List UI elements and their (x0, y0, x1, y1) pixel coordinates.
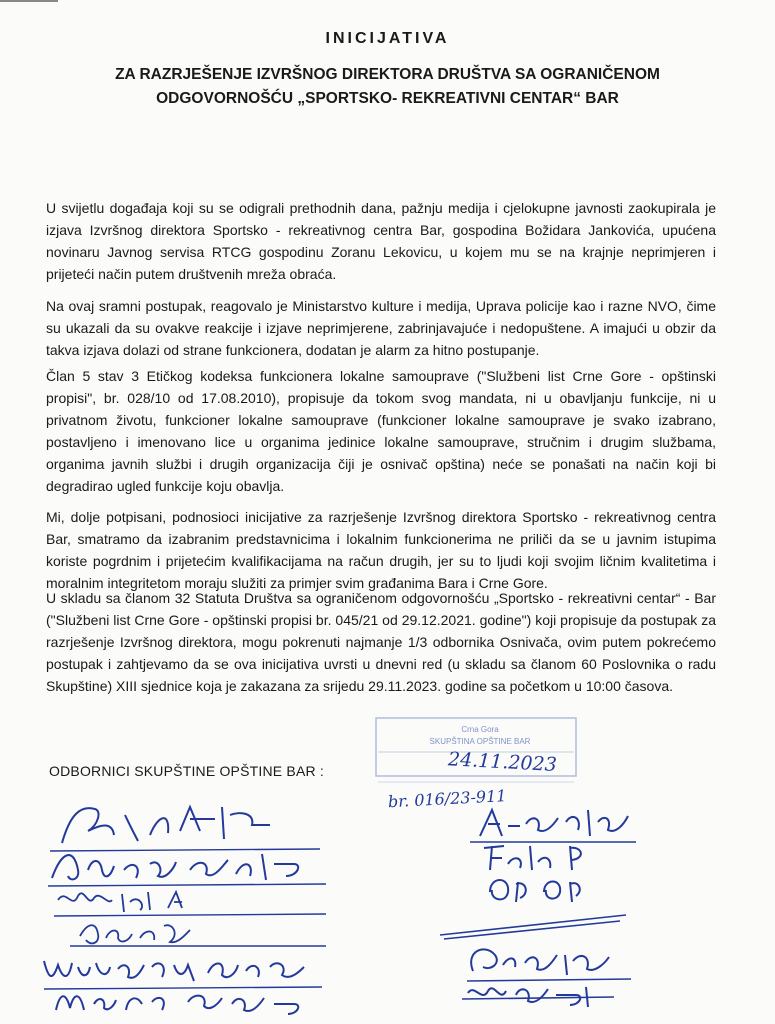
signature-right-6 (458, 973, 618, 1013)
stamp-date: 24.11.2023 (447, 748, 558, 776)
stamp-line-1: Crna Gora (461, 725, 499, 734)
paragraph-4: Mi, dolje potpisani, podnosioci inicijative za razrješenje Izvršnog direktora Sportsko - rekreativnog centra Bar, smatramo da izabranim predstavnicima i lokalnim funkcionerima ne priliči da se u javnim istupima koriste pogrdnim i prijetećim kvalifikacijama na račun drugih, jer su to ljudi koji svojim ličnim kvalitetima i moralnim integritetom moraju služiti za primjer svim građanima Bara i Crne Gore. (46, 509, 716, 591)
stamp-line-2: SKUPŠTINA OPŠTINE BAR (429, 737, 531, 746)
subtitle-line-1: ZA RAZRJEŠENJE IZVRŠNOG DIREKTORA DRUŠTVA SA OGRANIČENOM (115, 66, 660, 83)
paragraph-2: Na ovaj sramni postupak, reagovalo je Ministarstvo kulture i medija, Uprava policije kao i razne NVO, čime su ukazali da su ovakve reakcije i izjave neprimjerene, zabrinjavajuće i nedopuštene. A imajući u obzir da takva izjava dolazi od strane funkcionera, dodatan je alarm za hitno postupanje. (46, 298, 716, 358)
paragraph-5: U skladu sa članom 32 Statuta Društva sa ograničenom odgovornošću „Sportsko - rekreativni centar“ - Bar ("Službeni list Crne Gore - opštinski propisi br. 045/21 od 29.12.2021. godine") koji propisuje da postupak za razrješenje Izvršnog direktora, mogu pokrenuti najmanje 1/3 odbornika Osnivača, ovim putem pokrećemo postupak i zahtjevamo da se ova inicijativa uvrsti u dnevni red (u skladu sa članom 60 Poslovnika o radu Skupštine) XIII sjednice koja je zakazana za srijedu 29.11.2023. godine sa početkom u 10:00 časova. (46, 590, 716, 694)
signature-right-3 (480, 868, 600, 908)
stamp-number: br. 016/23-911 (387, 786, 507, 812)
signature-left-6 (48, 980, 328, 1020)
document-title: INICIJATIVA (325, 30, 450, 47)
paragraph-3: Član 5 stav 3 Etičkog kodeksa funkcionera lokalne samouprave ("Službeni list Crne Gore - opštinski propisi", br. 028/10 od 17.08.2010), propisuje da tokom svog mandata, ni u obavljanju funkcije, ni u privatnom životu, funkcioner lokalne samouprave (funkcioner lokalne samouprave je svako izabrano, postavljeno i imenovano lice u organima jedinice lokalne samouprave, stručnim i drugim službama, organima javnih službi i drugih organizacija čiji je osnivač opština) neće se ponašati na način koji bi degradirao ugled funkcije koju obavlja. (46, 368, 716, 494)
signature-left-4 (70, 912, 330, 952)
subtitle-line-2: ODGOVORNOŠĆU „SPORTSKO- REKREATIVNI CENTAR“ BAR (156, 90, 619, 107)
councillors-heading: ODBORNICI SKUPŠTINE OPŠTINE BAR : (49, 763, 324, 779)
scan-edge-mark (0, 0, 58, 14)
document-subtitle (0, 63, 775, 111)
paragraph-1: U svijetlu događaja koji su se odigrali prethodnih dana, pažnju medija i cjelokupne javnosti zaokupirala je izjava Izvršnog direktora Sportsko - rekreativnog centra Bar, gospodina Božidara Jankovića, upućena novinaru Javnog servisa RTCG gospodinu Zoranu Lekovicu, u kojem mu se na krajnje neprimjeren i prijeteći način putem društvenih mreža obraća. (46, 200, 716, 282)
